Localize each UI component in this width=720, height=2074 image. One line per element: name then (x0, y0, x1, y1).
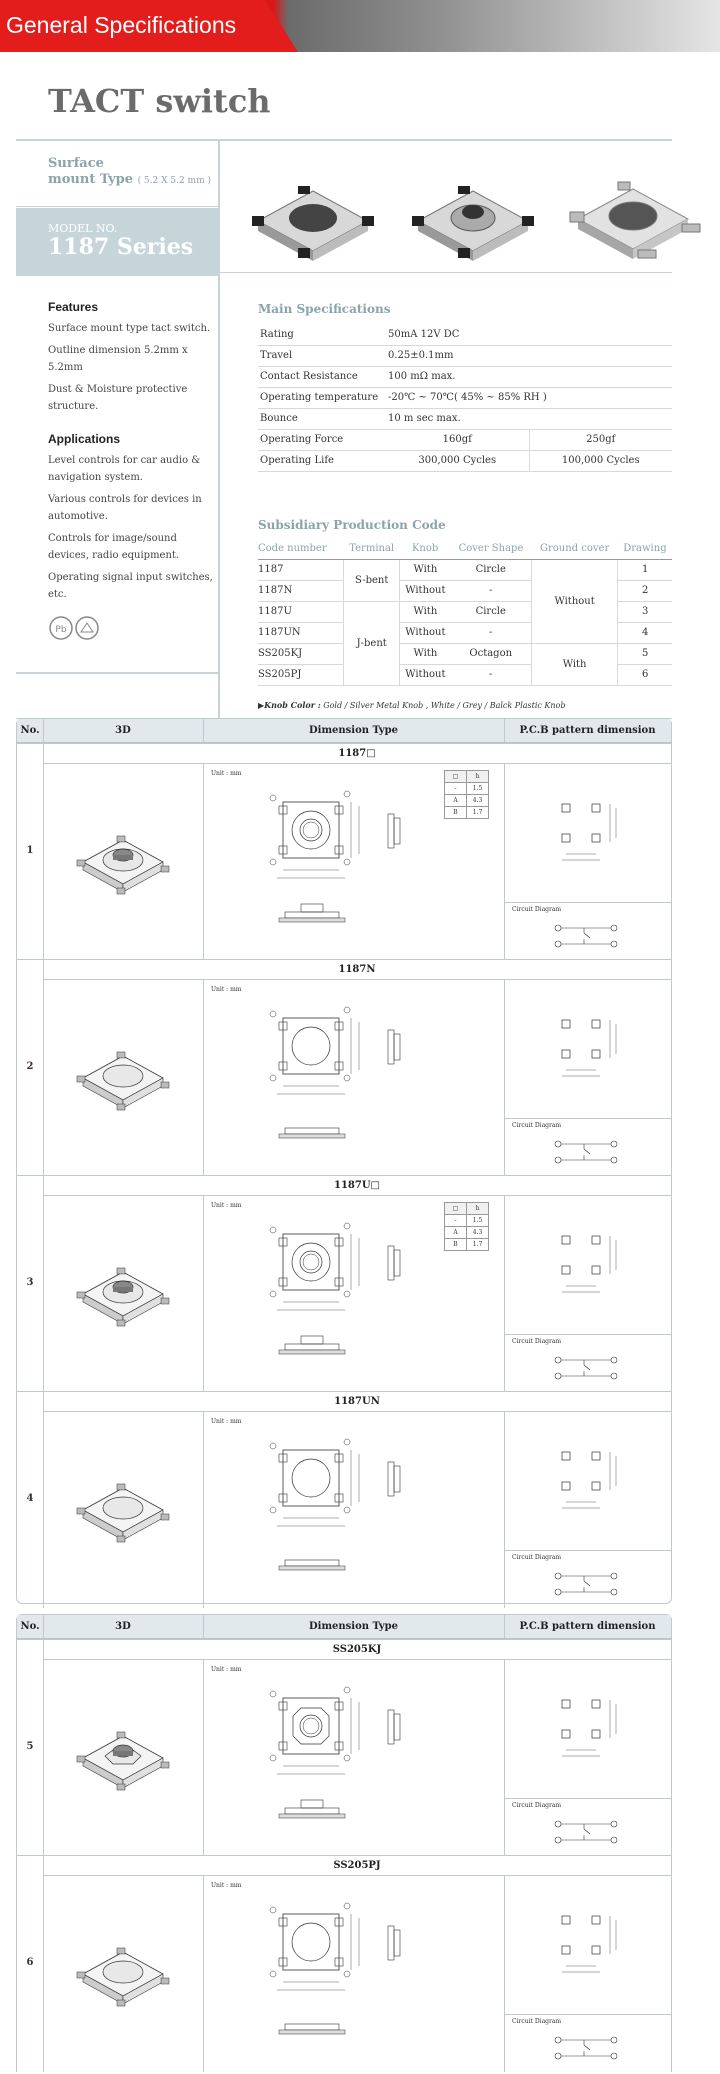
circuit-label: Circuit Diagram (512, 1338, 562, 1345)
table-row: Operating temperature -20℃ ~ 70℃( 45% ~ 85% RH ) (258, 387, 672, 408)
table-row: SS205KJ With Octagon With 5 (258, 643, 672, 664)
model-box (16, 208, 218, 276)
divider (504, 1412, 505, 1608)
table-header-row: Code number Terminal Knob Cover Shape Ground cover Drawing (258, 538, 672, 559)
circuit-label: Circuit Diagram (512, 906, 562, 913)
dimension-drawing (243, 780, 423, 950)
knob-color-note: ▶Knob Color : Gold / Silver Metal Knob , White / Grey / Balck Plastic Knob (258, 700, 566, 710)
divider (504, 764, 505, 960)
dimension-drawing (243, 1212, 423, 1382)
switch-3d-drawing (73, 1254, 173, 1334)
table-row (17, 1175, 671, 1391)
list-item: Controls for image/sound devices, radio equipment. (48, 533, 180, 561)
switch-3d-drawing (73, 822, 173, 902)
divider (504, 1615, 505, 1639)
row-number: 5 (26, 1741, 34, 1752)
divider (203, 764, 204, 960)
table-row (17, 1391, 671, 1607)
divider (43, 1856, 44, 2072)
divider (43, 1176, 44, 1392)
dimension-drawing (243, 1428, 423, 1598)
list-item: Surface mount type tact switch. (48, 323, 211, 334)
table-row: 1187N Without - 2 (258, 580, 672, 601)
pcb-pattern-drawing (518, 1670, 658, 1770)
circuit-diagram (518, 1346, 658, 1386)
circuit-diagram (518, 2026, 658, 2066)
subsidiary-table (258, 538, 672, 686)
model-series: 1187 Series (48, 234, 194, 260)
dimension-drawing (243, 996, 423, 1166)
divider (16, 672, 218, 674)
table-row (17, 959, 671, 1175)
table-row: Bounce 10 m sec max. (258, 408, 672, 429)
applications-list (48, 452, 218, 608)
column-header: P.C.B pattern dimension (519, 1621, 656, 1632)
divider (504, 902, 671, 903)
unit-label: Unit : mm (211, 1202, 242, 1209)
divider (43, 744, 44, 960)
unit-label: Unit : mm (211, 770, 242, 777)
unit-label: Unit : mm (211, 1418, 242, 1425)
row-number: 4 (26, 1493, 34, 1504)
dimension-table-2 (16, 1614, 672, 2072)
features-heading: Features (48, 300, 99, 314)
list-item: Various controls for devices in automotive. (48, 494, 202, 522)
svg-text:Pb: Pb (55, 625, 67, 635)
table-row: 1187UN Without - 4 (258, 622, 672, 643)
divider (43, 1640, 44, 1856)
pcb-pattern-drawing (518, 1886, 658, 1986)
row-number: 6 (26, 1957, 34, 1968)
table-row (17, 743, 671, 959)
table-row: 1187U J-bent With Circle 3 (258, 601, 672, 622)
divider (203, 980, 204, 1176)
dimension-drawing (243, 1892, 423, 2062)
circuit-diagram (518, 1130, 658, 1170)
divider (203, 1876, 204, 2072)
column-header: No. (20, 725, 40, 736)
dimension-drawing (243, 1676, 423, 1846)
divider (504, 1876, 505, 2072)
height-table: □ h - 1.5 A 4.3 B 1.7 (444, 1202, 489, 1251)
main-spec-title: Main Specifications (258, 302, 391, 316)
divider (504, 719, 505, 743)
circuit-label: Circuit Diagram (512, 1554, 562, 1561)
divider (43, 1615, 44, 1639)
list-item: Outline dimension 5.2mm x 5.2mm (48, 345, 188, 373)
table-row: Contact Resistance 100 mΩ max. (258, 366, 672, 387)
main-spec-table (258, 324, 672, 472)
table-row: Travel 0.25±0.1mm (258, 345, 672, 366)
height-table: □ h - 1.5 A 4.3 B 1.7 (444, 770, 489, 819)
page-title: TACT switch (48, 82, 271, 120)
list-item: Operating signal input switches, etc. (48, 572, 213, 600)
column-header: 3D (115, 1621, 131, 1632)
table-row: Rating 50mA 12V DC (258, 324, 672, 345)
row-title: 1187N (43, 960, 671, 980)
divider (504, 980, 505, 1176)
applications-heading: Applications (48, 432, 121, 446)
divider (504, 1550, 671, 1551)
row-number: 1 (26, 845, 34, 856)
pcb-pattern-drawing (518, 1422, 658, 1522)
switch-3d-drawing (73, 1038, 173, 1118)
column-header: Dimension Type (308, 725, 399, 736)
divider (504, 1334, 671, 1335)
table-row (17, 1855, 671, 2071)
subsidiary-title: Subsidiary Production Code (258, 518, 446, 532)
table-row: Operating Force 160gf 250gf (258, 429, 672, 450)
circuit-diagram (518, 914, 658, 954)
divider (43, 960, 44, 1176)
divider (504, 1660, 505, 1856)
divider (504, 2014, 671, 2015)
pcb-pattern-drawing (518, 774, 658, 874)
row-number: 2 (26, 1061, 34, 1072)
model-no-label: MODEL NO. (48, 222, 118, 235)
row-title: 1187UN (43, 1392, 671, 1412)
circuit-diagram (518, 1562, 658, 1602)
pcb-pattern-drawing (518, 990, 658, 1090)
table-row: Operating Life 300,000 Cycles 100,000 Cycles (258, 450, 672, 471)
table-row (17, 1639, 671, 1855)
list-item: Level controls for car audio & navigation system. (48, 455, 201, 483)
divider (203, 1196, 204, 1392)
divider (43, 719, 44, 743)
row-title: 1187□ (43, 744, 671, 764)
circuit-label: Circuit Diagram (512, 1802, 562, 1809)
mount-type: Surface mount Type ( 5.2 X 5.2 mm ) (48, 156, 211, 187)
divider (16, 206, 218, 207)
dimension-table-1 (16, 718, 672, 1604)
pb-free-icon (48, 614, 104, 642)
circuit-label: Circuit Diagram (512, 2018, 562, 2025)
divider (504, 1118, 671, 1119)
table-header (17, 1615, 671, 1639)
divider (203, 719, 204, 743)
column-header: Dimension Type (308, 1621, 399, 1632)
list-item: Dust & Moisture protective structure. (48, 384, 188, 412)
divider (504, 1196, 505, 1392)
product-photos (248, 166, 718, 266)
pcb-pattern-drawing (518, 1206, 658, 1306)
table-header (17, 719, 671, 743)
table-row: SS205PJ Without - 6 (258, 664, 672, 685)
divider (43, 1392, 44, 1608)
switch-3d-drawing (73, 1718, 173, 1798)
column-divider (218, 139, 220, 719)
divider (203, 1660, 204, 1856)
divider (504, 1798, 671, 1799)
row-title: SS205KJ (43, 1640, 671, 1660)
column-header: P.C.B pattern dimension (519, 725, 656, 736)
row-number: 3 (26, 1277, 34, 1288)
unit-label: Unit : mm (211, 986, 242, 993)
circuit-label: Circuit Diagram (512, 1122, 562, 1129)
divider (203, 1412, 204, 1608)
unit-label: Unit : mm (211, 1666, 242, 1673)
divider (203, 1615, 204, 1639)
switch-3d-drawing (73, 1934, 173, 2014)
table-row: 1187 S-bent With Circle Without 1 (258, 559, 672, 580)
switch-3d-drawing (73, 1470, 173, 1550)
features-list (48, 320, 218, 420)
circuit-diagram (518, 1810, 658, 1850)
column-header: 3D (115, 725, 131, 736)
column-header: No. (20, 1621, 40, 1632)
divider (16, 139, 672, 141)
banner-title: General Specifications (6, 12, 237, 38)
row-title: 1187U□ (43, 1176, 671, 1196)
row-title: SS205PJ (43, 1856, 671, 1876)
unit-label: Unit : mm (211, 1882, 242, 1889)
